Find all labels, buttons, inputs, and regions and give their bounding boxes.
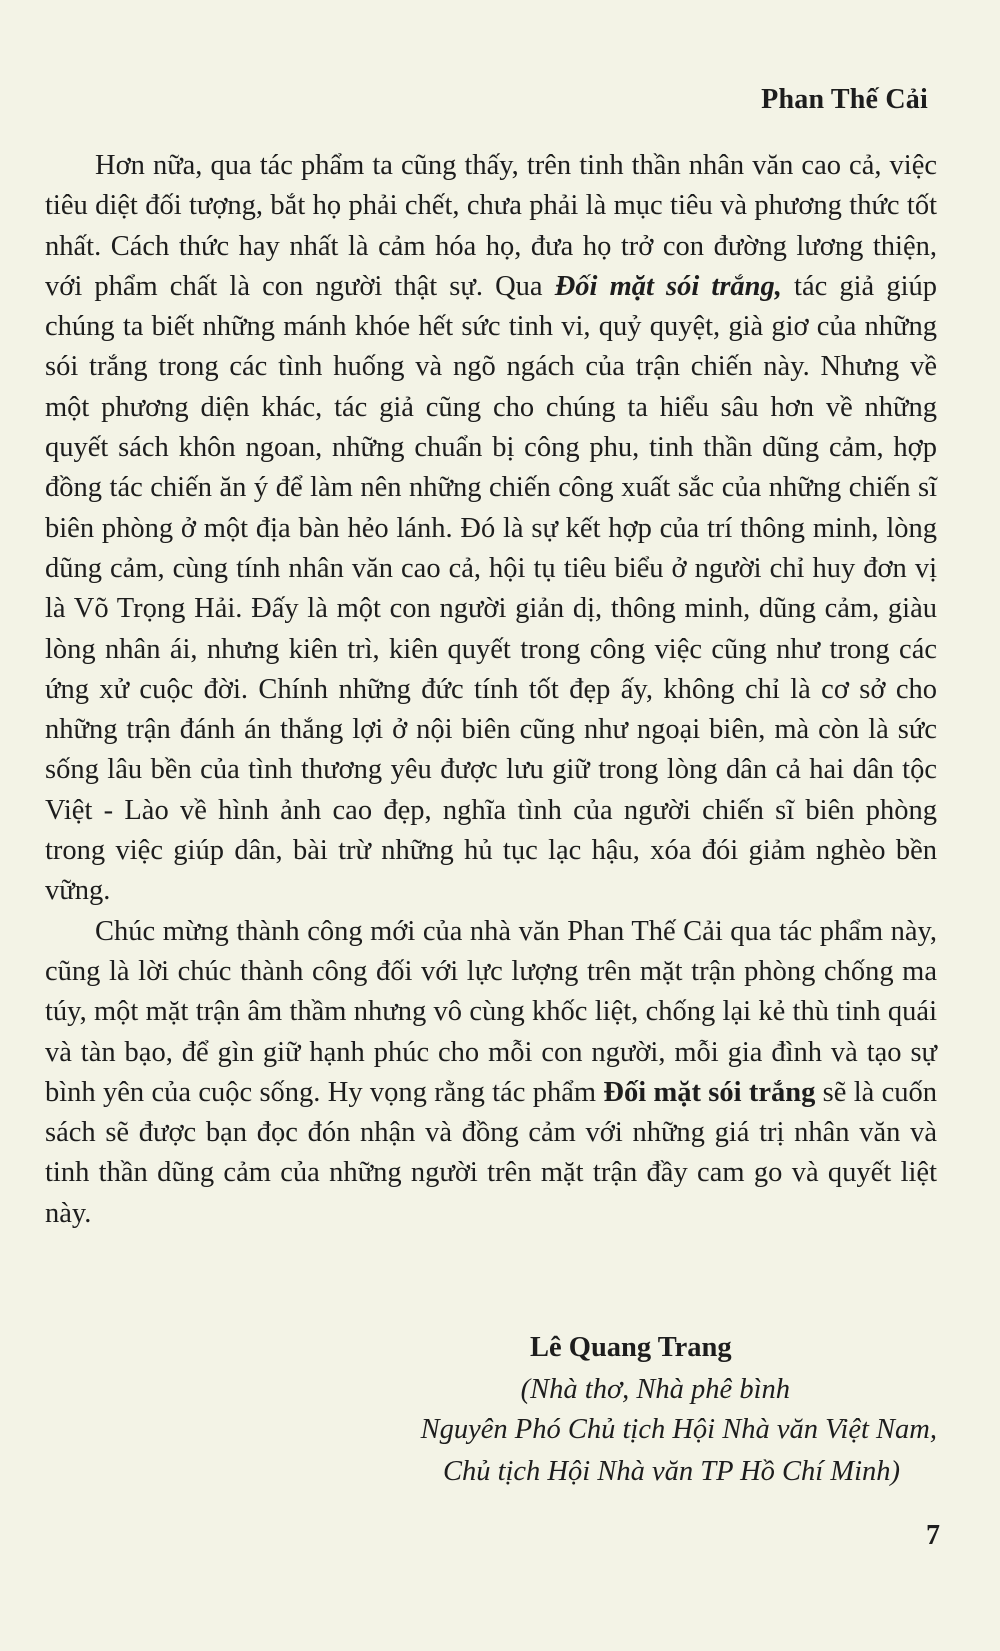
running-head-author: Phan Thế Cải — [761, 84, 928, 115]
page-number: 7 — [926, 1520, 940, 1551]
signature-role-line-2: Nguyên Phó Chủ tịch Hội Nhà văn Việt Nam, — [420, 1414, 937, 1445]
signature-name: Lê Quang Trang — [530, 1332, 732, 1363]
paragraph-2-text-a: Chúc mừng thành công mới của nhà văn Phan Thế Cải qua tác phẩm này, cũng là lời chúc thành công đối với lực lượng trên mặt trận phòng chống ma túy, một mặt trận âm thầm nhưng vô cùng khốc liệt, chống lại kẻ thù tinh quái và tàn bạo, để gìn giữ hạnh phúc cho mỗi con người, mỗi gia đình và tạo sự bình yên của cuộc sống. Hy vọng rằng tác phẩm — [45, 915, 937, 1108]
body-text — [45, 146, 937, 1234]
paragraph-1-text-a: Hơn nữa, qua tác phẩm ta cũng thấy, trên tinh thần nhân văn cao cả, việc tiêu diệt đối tượng, bắt họ phải chết, chưa phải là mục tiêu và phương thức tốt nhất. Cách thức hay nhất là cảm hóa họ, đưa họ trở con đường lương thiện, với phẩm chất là con người thật sự. Qua — [45, 150, 937, 302]
book-title-italic: Đối mặt sói trắng, — [554, 270, 782, 302]
signature-role-line-3: Chủ tịch Hội Nhà văn TP Hồ Chí Minh) — [442, 1456, 900, 1487]
paragraph-2-text-b: sẽ là cuốn sách sẽ được bạn đọc đón nhận và đồng cảm với những giá trị nhân văn và tinh thần dũng cảm của những người trên mặt trận đầy cam go và quyết liệt này. — [45, 1076, 938, 1229]
signature-role-line-1: (Nhà thơ, Nhà phê bình — [520, 1374, 790, 1405]
book-title-bold: Đối mặt sói trắng — [603, 1076, 816, 1108]
paragraph-1 — [45, 146, 937, 912]
paragraph-2 — [45, 912, 937, 1234]
paragraph-1-text-b: tác giả giúp chúng ta biết những mánh khóe hết sức tinh vi, quỷ quyệt, già giơ của những sói trắng trong các tình huống và ngõ ngách của trận chiến này. Nhưng về một phương diện khác, tác giả cũng cho chúng ta hiểu sâu hơn về những quyết sách khôn ngoan, những chuẩn bị công phu, tinh thần dũng cảm, hợp đồng tác chiến ăn ý để làm nên những chiến công xuất sắc của những chiến sĩ biên phòng ở một địa bàn hẻo lánh. Đó là sự kết hợp của trí thông minh, lòng dũng cảm, cùng tính nhân văn cao cả, hội tụ tiêu biểu ở người chỉ huy đơn vị là Võ Trọng Hải. Đấy là một con người giản dị, thông minh, dũng cảm, giàu lòng nhân ái, nhưng kiên trì, kiên quyết trong công việc cũng như trong các ứng xử cuộc đời. Chính những đức tính tốt đẹp ấy, không chỉ là cơ sở cho những trận đánh án thắng lợi ở nội biên cũng như ngoại biên, mà còn là sức sống lâu bền của tình thương yêu được lưu giữ trong lòng dân cả hai dân tộc Việt - Lào về hình ảnh cao đẹp, nghĩa tình của người chiến sĩ biên phòng trong việc giúp dân, bài trừ những hủ tục lạc hậu, xóa đói giảm nghèo bền vững. — [45, 270, 937, 907]
